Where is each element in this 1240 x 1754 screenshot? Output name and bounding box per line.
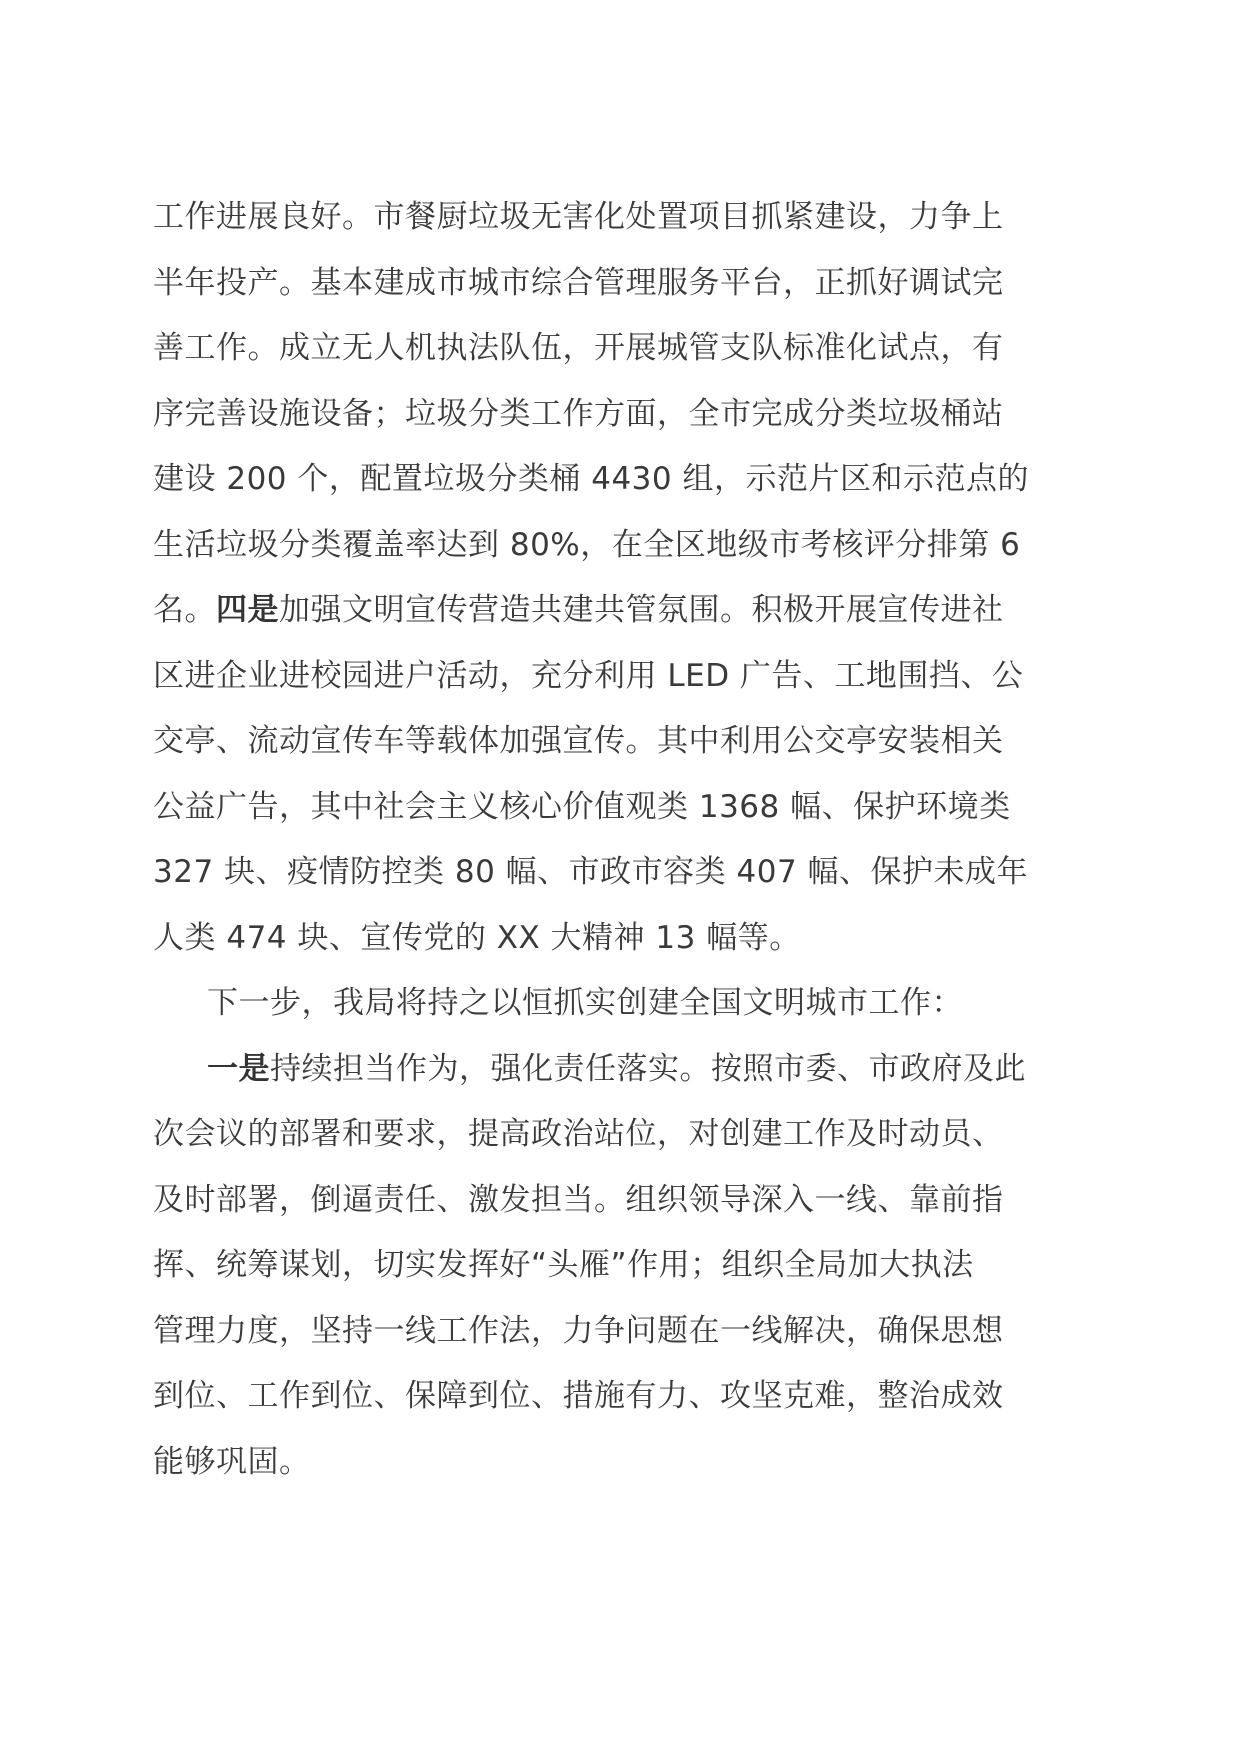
bold-lead-in: 四是 <box>216 592 279 628</box>
text-line: 区进企业进校园进户活动，充分利用 LED 广告、工地围挡、公 <box>153 657 1024 694</box>
text-line: 挥、统筹谋划，切实发挥好“头雁”作用；组织全局加大执法 <box>153 1247 974 1283</box>
text-line: 公益广告，其中社会主义核心价值观类 1368 幅、保护环境类 <box>153 788 1011 825</box>
text-line: 序完善设施设备；垃圾分类工作方面，全市完成分类垃圾桶站 <box>153 395 1004 432</box>
text-segment: 加强文明宣传营造共建共管氛围。积极开展宣传进社 <box>279 592 1004 628</box>
text-line: 到位、工作到位、保障到位、措施有力、攻坚克难，整治成效 <box>153 1378 1004 1414</box>
text-line-with-heading <box>153 1037 1088 1103</box>
text-line: 半年投产。基本建成市城市综合管理服务平台，正抓好调试完 <box>153 264 1004 301</box>
text-line: 建设 200 个，配置垃圾分类桶 4430 组，示范片区和示范点的 <box>153 461 1029 497</box>
text-line-with-heading <box>153 578 1088 644</box>
text-segment: 持续担当作为，强化责任落实。按照市委、市政府及此 <box>270 1050 1026 1087</box>
text-line: 及时部署，倒逼责任、激发担当。组织领导深入一线、靠前指 <box>153 1181 1004 1218</box>
text-line: 善工作。成立无人机执法队伍，开展城管支队标准化试点，有 <box>153 330 1004 366</box>
text-line: 327 块、疫情防控类 80 幅、市政市容类 407 幅、保护未成年 <box>153 854 1029 890</box>
text-segment: 名。 <box>153 592 216 628</box>
text-line: 管理力度，坚持一线工作法，力争问题在一线解决，确保思想 <box>153 1312 1004 1349</box>
paragraph-next-step: 下一步，我局将持之以恒抓实创建全国文明城市工作： <box>207 985 963 1021</box>
text-line: 生活垃圾分类覆盖率达到 80%，在全区地级市考核评分排第 6 <box>153 526 1021 563</box>
document-body <box>153 185 1088 1495</box>
text-line: 交亭、流动宣传车等载体加强宣传。其中利用公交亭安装相关 <box>153 723 1004 759</box>
bold-lead-in: 一是 <box>207 1050 270 1087</box>
text-line: 次会议的部署和要求，提高政治站位，对创建工作及时动员、 <box>153 1116 1004 1152</box>
text-line: 能够巩固。 <box>153 1443 311 1480</box>
text-line: 工作进展良好。市餐厨垃圾无害化处置项目抓紧建设，力争上 <box>153 199 1004 235</box>
text-line: 人类 474 块、宣传党的 XX 大精神 13 幅等。 <box>153 919 801 956</box>
